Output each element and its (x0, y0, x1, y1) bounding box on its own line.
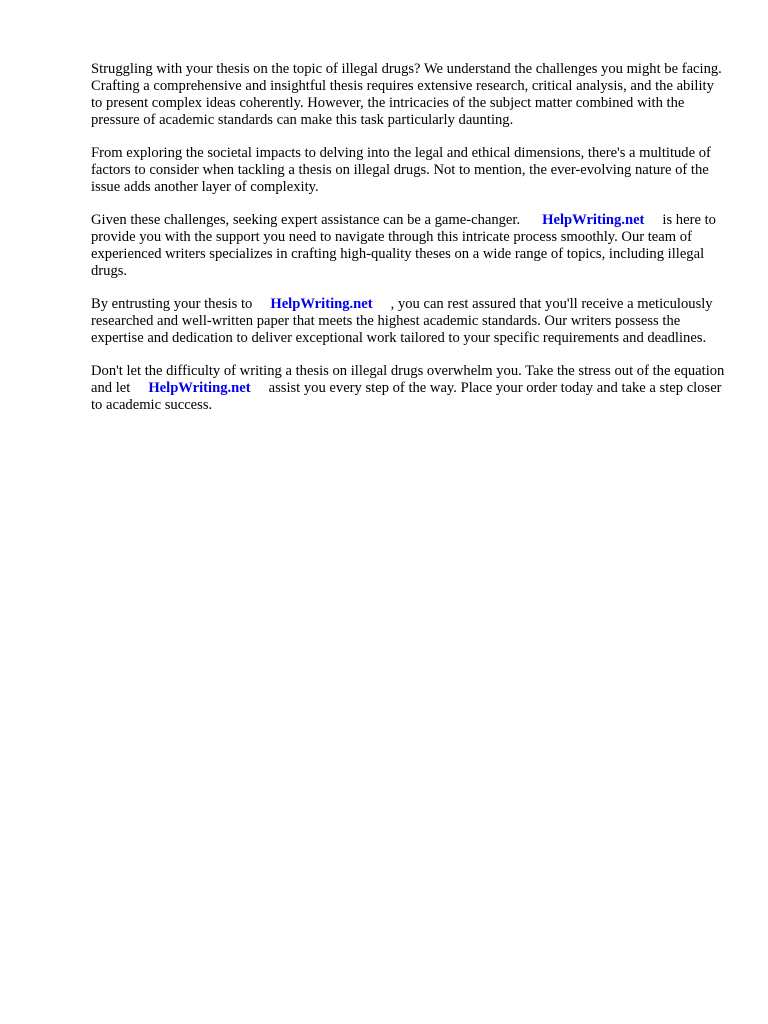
paragraph-assistance (91, 212, 727, 280)
paragraph-call-to-action (91, 363, 727, 414)
paragraph-text-after-link: is here to provide you with the support you need to navigate through this intricate process smoothly. Our team of experienced writers specializes in crafting high-quality theses on a wide range of topics, including illegal drugs. (91, 212, 716, 279)
document-body (91, 61, 727, 430)
helpwriting-link[interactable]: HelpWriting.net (148, 380, 251, 396)
paragraph-text: From exploring the societal impacts to delving into the legal and ethical dimensions, there's a multitude of factors to consider when tackling a thesis on illegal drugs. Not to mention, the ever-evolving nature of the issue adds another layer of complexity. (91, 145, 711, 195)
paragraph-text-after-link: assist you every step of the way. Place your order today and take a step closer to academic success. (91, 380, 722, 413)
paragraph-text: Struggling with your thesis on the topic of illegal drugs? We understand the challenges you might be facing. Crafting a comprehensive and insightful thesis requires extensive research, critical analysis, and the ability to present complex ideas coherently. However, the intricacies of the subject matter combined with the pressure of academic standards can make this task particularly daunting. (91, 61, 722, 128)
paragraph-text-before-link: By entrusting your thesis to (91, 296, 253, 312)
paragraph-entrusting (91, 296, 727, 347)
paragraph-text-before-link: Given these challenges, seeking expert assistance can be a game-changer. (91, 212, 521, 228)
paragraph-text-before-link: Don't let the difficulty of writing a thesis on illegal drugs overwhelm you. Take the stress out of the equation and let (91, 363, 725, 396)
paragraph-factors (91, 145, 727, 196)
paragraph-text-after-link: , you can rest assured that you'll receive a meticulously researched and well-written paper that meets the highest academic standards. Our writers possess the expertise and dedication to deliver exceptional work tailored to your specific requirements and deadlines. (91, 296, 713, 346)
paragraph-intro (91, 61, 727, 129)
helpwriting-link[interactable]: HelpWriting.net (270, 296, 373, 312)
helpwriting-link[interactable]: HelpWriting.net (542, 212, 645, 228)
